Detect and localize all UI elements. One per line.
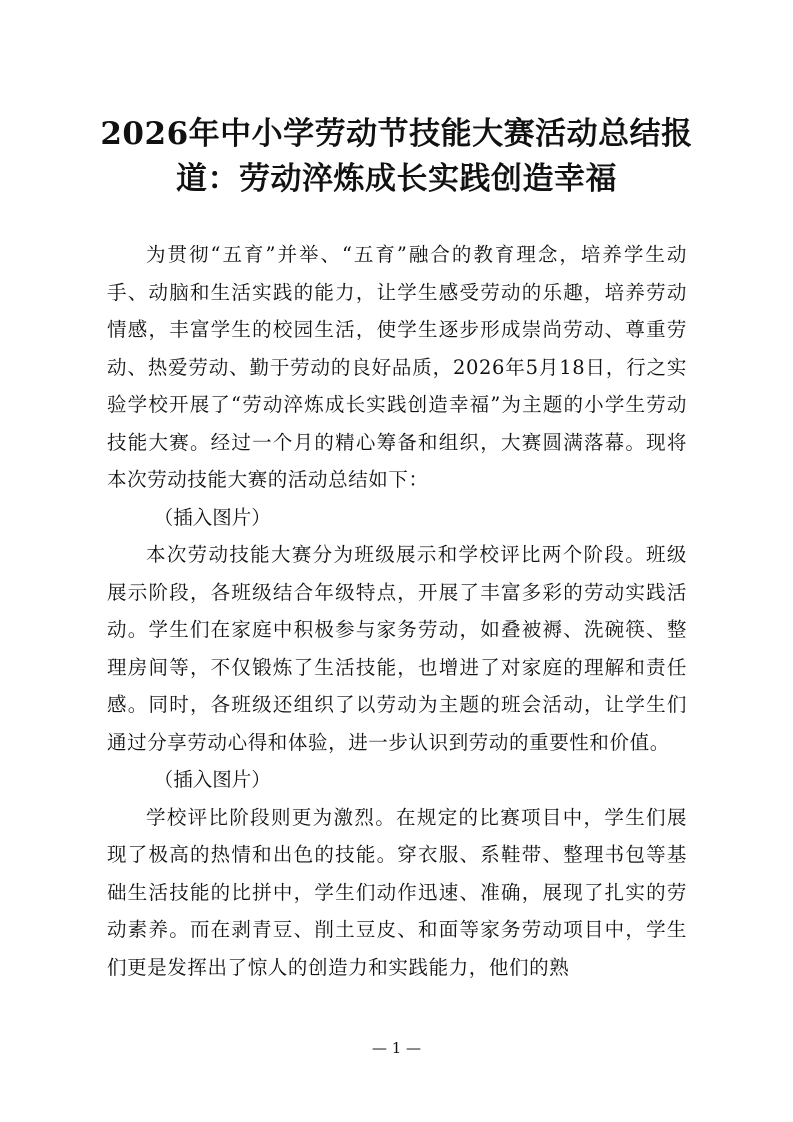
page-number: — 1 — — [371, 1039, 422, 1057]
paragraph-class-stage: 本次劳动技能大赛分为班级展示和学校评比两个阶段。班级展示阶段，各班级结合年级特点，开展了丰富多彩的劳动实践活动。学生们在家庭中积极参与家务劳动，如叠被褥、洗碗筷、整理房间等，不仅锻炼了生活技能，也增进了对家庭的理解和责任感。同时，各班级还组织了以劳动为主题的班会活动，让学生们通过分享劳动心得和体验，进一步认识到劳动的重要性和价值。 — [107, 543, 687, 754]
paragraph-intro: 为贯彻“五育”并举、“五育”融合的教育理念，培养学生动手、动脑和生活实践的能力，让学生感受劳动的乐趣，培养劳动情感，丰富学生的校园生活，使学生逐步形成崇尚劳动、尊重劳动、热爱劳动、勤于劳动的良好品质，2026年5月18日，行之实验学校开展了“劳动淬炼成长实践创造幸福”为主题的小学生劳动技能大赛。经过一个月的精心筹备和组织，大赛圆满落幕。现将本次劳动技能大赛的活动总结如下： — [107, 243, 687, 491]
document-body — [107, 236, 687, 986]
document-title — [100, 112, 693, 202]
paragraph-school-stage: 学校评比阶段则更为激烈。在规定的比赛项目中，学生们展现了极高的热情和出色的技能。穿衣服、系鞋带、整理书包等基础生活技能的比拼中，学生们动作迅速、准确，展现了扎实的劳动素养。而在剥青豆、削土豆皮、和面等家务劳动项目中，学生们更是发挥出了惊人的创造力和实践能力，他们的熟 — [107, 805, 687, 979]
image-placeholder-2: （插入图片） — [153, 768, 271, 791]
title-line-1: 2026年中小学劳动节技能大赛活动总结报 — [100, 116, 693, 152]
title-line-2: 道：劳动淬炼成长实践创造幸福 — [176, 161, 617, 197]
image-placeholder-1: （插入图片） — [153, 505, 271, 529]
